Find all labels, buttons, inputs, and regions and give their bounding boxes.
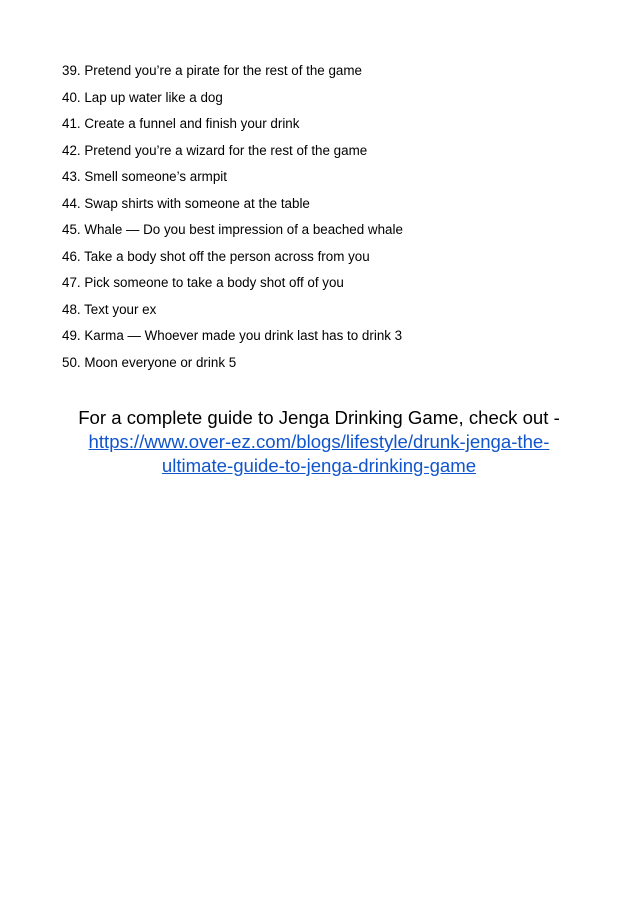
list-item: 42. Pretend you’re a wizard for the rest of the game (62, 142, 368, 158)
list-item: 44. Swap shirts with someone at the table (62, 195, 310, 211)
guide-lead-text: For a complete guide to Jenga Drinking Game, check out - (78, 407, 560, 428)
list-item: 39. Pretend you’re a pirate for the rest of the game (62, 63, 362, 78)
rules-list (62, 61, 403, 379)
list-item: 50. Moon everyone or drink 5 (62, 354, 237, 370)
list-item: 46. Take a body shot off the person across from you (62, 248, 370, 264)
list-item: 49. Karma — Whoever made you drink last has to drink 3 (62, 328, 403, 343)
list-item: 41. Create a funnel and finish your drink (62, 116, 300, 131)
list-item: 40. Lap up water like a dog (62, 89, 223, 105)
list-item: 45. Whale — Do you best impression of a beached whale (62, 222, 403, 237)
guide-link-line2: ultimate-guide-to-jenga-drinking-game (161, 455, 477, 476)
list-item: 47. Pick someone to take a body shot off of you (62, 275, 344, 290)
guide-link-line1: https://www.over-ez.com/blogs/lifestyle/drunk-jenga-the- (88, 431, 550, 452)
guide-footer (40, 406, 598, 478)
list-item: 48. Text your ex (62, 301, 157, 317)
list-item: 43. Smell someone’s armpit (62, 169, 227, 184)
guide-link[interactable] (89, 431, 550, 476)
